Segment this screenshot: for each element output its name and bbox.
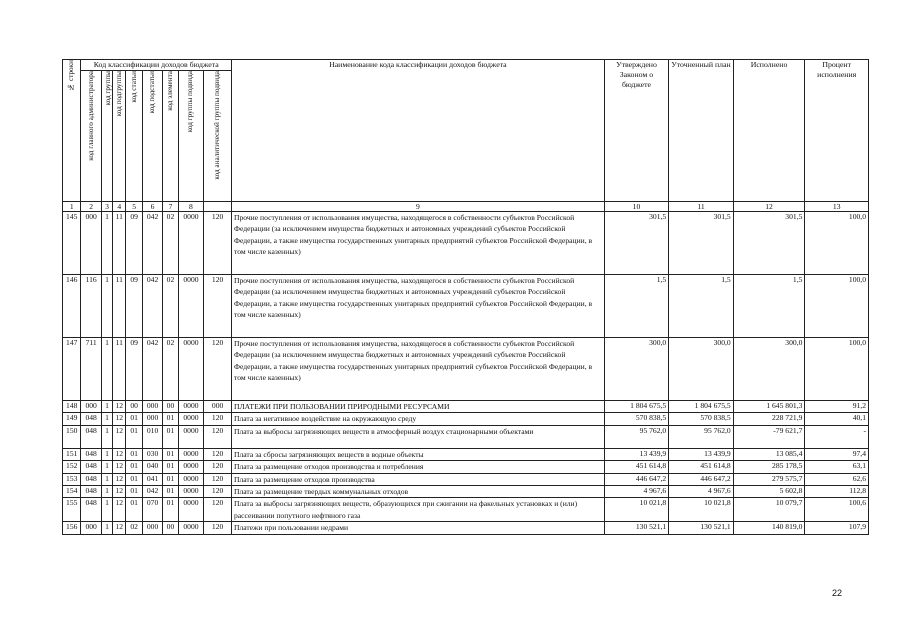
plan-amount: 301,5 bbox=[669, 212, 734, 275]
plan-amount: 10 021,8 bbox=[669, 498, 734, 522]
subtype-code: 0000 bbox=[178, 401, 204, 413]
table-row bbox=[63, 486, 869, 498]
column-number: 3 bbox=[101, 202, 112, 212]
header-approved: Утверждено Законом о бюджете bbox=[604, 60, 669, 202]
header-code-subtype-group: код группы подвида bbox=[178, 71, 204, 202]
table-row bbox=[63, 473, 869, 485]
column-number: 2 bbox=[81, 202, 101, 212]
executed-amount: 5 602,8 bbox=[733, 486, 805, 498]
plan-amount: 300,0 bbox=[669, 338, 734, 401]
income-name: Прочие поступления от использования имущества, находящегося в собственности субъектов Российской Федерации (за исключением имущества бюджетных и автономных учреждений субъектов Российской Федерации, а также имущества государственных унитарных предприятий субъектов Российской Федерации, в том числе казенных) bbox=[231, 275, 604, 338]
table-row bbox=[63, 461, 869, 473]
column-number: 5 bbox=[126, 202, 142, 212]
header-code-article: код статьи bbox=[126, 71, 142, 202]
analytic-code: 120 bbox=[204, 212, 232, 275]
income-name: Плата за размещение твердых коммунальных отходов bbox=[231, 486, 604, 498]
table-row bbox=[63, 522, 869, 534]
subgroup-code: 11 bbox=[113, 212, 126, 275]
element-code: 01 bbox=[163, 473, 178, 485]
percent-executed: 100,0 bbox=[805, 212, 869, 275]
article-code: 09 bbox=[126, 212, 142, 275]
row-number: 150 bbox=[63, 425, 81, 448]
element-code: 01 bbox=[163, 498, 178, 522]
article-code: 01 bbox=[126, 448, 142, 460]
subarticle-code: 042 bbox=[142, 275, 162, 338]
admin-code: 048 bbox=[81, 448, 101, 460]
column-number: 13 bbox=[805, 202, 869, 212]
row-number: 147 bbox=[63, 338, 81, 401]
percent-executed: 112,8 bbox=[805, 486, 869, 498]
header-code-subarticle: код подстатьи bbox=[142, 71, 162, 202]
table-row bbox=[63, 401, 869, 413]
admin-code: 711 bbox=[81, 338, 101, 401]
subtype-code: 0000 bbox=[178, 275, 204, 338]
subtype-code: 0000 bbox=[178, 425, 204, 448]
approved-amount: 300,0 bbox=[604, 338, 669, 401]
table-row bbox=[63, 498, 869, 522]
admin-code: 048 bbox=[81, 473, 101, 485]
table-row bbox=[63, 275, 869, 338]
subarticle-code: 070 bbox=[142, 498, 162, 522]
column-number: 9 bbox=[231, 202, 604, 212]
plan-amount: 4 967,6 bbox=[669, 486, 734, 498]
subgroup-code: 12 bbox=[113, 413, 126, 425]
executed-amount: 228 721,9 bbox=[733, 413, 805, 425]
group-code: 1 bbox=[101, 473, 112, 485]
admin-code: 000 bbox=[81, 401, 101, 413]
analytic-code: 120 bbox=[204, 425, 232, 448]
percent-executed: 63,1 bbox=[805, 461, 869, 473]
article-code: 01 bbox=[126, 425, 142, 448]
approved-amount: 10 021,8 bbox=[604, 498, 669, 522]
executed-amount: 279 575,7 bbox=[733, 473, 805, 485]
budget-income-table bbox=[62, 59, 869, 535]
element-code: 01 bbox=[163, 413, 178, 425]
income-name: Плата за размещение отходов производства и потребления bbox=[231, 461, 604, 473]
subarticle-code: 041 bbox=[142, 473, 162, 485]
subarticle-code: 010 bbox=[142, 425, 162, 448]
subgroup-code: 12 bbox=[113, 461, 126, 473]
group-code: 1 bbox=[101, 338, 112, 401]
table-row bbox=[63, 448, 869, 460]
income-name: Платежи при пользовании недрами bbox=[231, 522, 604, 534]
subtype-code: 0000 bbox=[178, 486, 204, 498]
group-code: 1 bbox=[101, 212, 112, 275]
row-number: 146 bbox=[63, 275, 81, 338]
admin-code: 116 bbox=[81, 275, 101, 338]
article-code: 09 bbox=[126, 275, 142, 338]
approved-amount: 451 614,8 bbox=[604, 461, 669, 473]
subarticle-code: 042 bbox=[142, 486, 162, 498]
executed-amount: -79 621,7 bbox=[733, 425, 805, 448]
subarticle-code: 000 bbox=[142, 522, 162, 534]
admin-code: 048 bbox=[81, 425, 101, 448]
income-name: Прочие поступления от использования имущества, находящегося в собственности субъектов Российской Федерации (за исключением имущества бюджетных и автономных учреждений субъектов Российской Федерации, а также имущества государственных унитарных предприятий субъектов Российской Федерации, в том числе казенных) bbox=[231, 212, 604, 275]
header-executed: Исполнено bbox=[733, 60, 805, 202]
element-code: 00 bbox=[163, 522, 178, 534]
percent-executed: 40,1 bbox=[805, 413, 869, 425]
table-row bbox=[63, 413, 869, 425]
approved-amount: 13 439,9 bbox=[604, 448, 669, 460]
group-code: 1 bbox=[101, 486, 112, 498]
approved-amount: 4 967,6 bbox=[604, 486, 669, 498]
table-row bbox=[63, 212, 869, 275]
row-number: 148 bbox=[63, 401, 81, 413]
analytic-code: 120 bbox=[204, 413, 232, 425]
element-code: 01 bbox=[163, 461, 178, 473]
admin-code: 048 bbox=[81, 498, 101, 522]
analytic-code: 120 bbox=[204, 486, 232, 498]
group-code: 1 bbox=[101, 425, 112, 448]
plan-amount: 95 762,0 bbox=[669, 425, 734, 448]
header-percent: Процент исполнения bbox=[805, 60, 869, 202]
header-code-subgroup: код подгруппы bbox=[113, 71, 126, 202]
group-code: 1 bbox=[101, 461, 112, 473]
approved-amount: 130 521,1 bbox=[604, 522, 669, 534]
subtype-code: 0000 bbox=[178, 473, 204, 485]
column-number: 1 bbox=[63, 202, 81, 212]
executed-amount: 13 085,4 bbox=[733, 448, 805, 460]
column-number: 12 bbox=[733, 202, 805, 212]
group-code: 1 bbox=[101, 275, 112, 338]
admin-code: 000 bbox=[81, 522, 101, 534]
article-code: 01 bbox=[126, 486, 142, 498]
row-number: 155 bbox=[63, 498, 81, 522]
subarticle-code: 042 bbox=[142, 338, 162, 401]
approved-amount: 95 762,0 bbox=[604, 425, 669, 448]
header-code-group: код группы bbox=[101, 71, 112, 202]
subgroup-code: 11 bbox=[113, 275, 126, 338]
subgroup-code: 12 bbox=[113, 522, 126, 534]
subarticle-code: 030 bbox=[142, 448, 162, 460]
income-name: Плата за размещение отходов производства bbox=[231, 473, 604, 485]
approved-amount: 446 647,2 bbox=[604, 473, 669, 485]
header-classification-group: Код классификации доходов бюджета bbox=[81, 60, 232, 71]
admin-code: 000 bbox=[81, 212, 101, 275]
subgroup-code: 12 bbox=[113, 486, 126, 498]
article-code: 01 bbox=[126, 473, 142, 485]
subtype-code: 0000 bbox=[178, 498, 204, 522]
page-number: 22 bbox=[832, 588, 843, 598]
subgroup-code: 12 bbox=[113, 448, 126, 460]
analytic-code: 000 bbox=[204, 401, 232, 413]
income-name: Плата за негативное воздействие на окружающую среду bbox=[231, 413, 604, 425]
article-code: 00 bbox=[126, 401, 142, 413]
column-number bbox=[204, 202, 232, 212]
header-code-admin: код главного администратора bbox=[81, 71, 101, 202]
analytic-code: 120 bbox=[204, 473, 232, 485]
row-number: 149 bbox=[63, 413, 81, 425]
approved-amount: 1 804 675,5 bbox=[604, 401, 669, 413]
income-name: Плата за выбросы загрязняющих веществ, образующихся при сжигании на факельных установках и (или) рассеивании попутного нефтяного газа bbox=[231, 498, 604, 522]
group-code: 1 bbox=[101, 448, 112, 460]
article-code: 02 bbox=[126, 522, 142, 534]
row-number: 152 bbox=[63, 461, 81, 473]
row-number: 151 bbox=[63, 448, 81, 460]
subgroup-code: 12 bbox=[113, 498, 126, 522]
row-number: 156 bbox=[63, 522, 81, 534]
admin-code: 048 bbox=[81, 486, 101, 498]
column-number: 7 bbox=[163, 202, 178, 212]
plan-amount: 13 439,9 bbox=[669, 448, 734, 460]
plan-amount: 451 614,8 bbox=[669, 461, 734, 473]
header-name: Наименование кода классификации доходов бюджета bbox=[231, 60, 604, 202]
element-code: 01 bbox=[163, 425, 178, 448]
plan-amount: 446 647,2 bbox=[669, 473, 734, 485]
article-code: 01 bbox=[126, 413, 142, 425]
executed-amount: 1,5 bbox=[733, 275, 805, 338]
column-number-row bbox=[63, 202, 869, 212]
analytic-code: 120 bbox=[204, 448, 232, 460]
element-code: 01 bbox=[163, 486, 178, 498]
analytic-code: 120 bbox=[204, 522, 232, 534]
column-number: 11 bbox=[669, 202, 734, 212]
analytic-code: 120 bbox=[204, 338, 232, 401]
income-name: ПЛАТЕЖИ ПРИ ПОЛЬЗОВАНИИ ПРИРОДНЫМИ РЕСУРСАМИ bbox=[231, 401, 604, 413]
admin-code: 048 bbox=[81, 413, 101, 425]
header-code-element: код элемента bbox=[163, 71, 178, 202]
income-name: Плата за выбросы загрязняющих веществ в атмосферный воздух стационарными объектами bbox=[231, 425, 604, 448]
percent-executed: 91,2 bbox=[805, 401, 869, 413]
group-code: 1 bbox=[101, 413, 112, 425]
executed-amount: 300,0 bbox=[733, 338, 805, 401]
percent-executed: 62,6 bbox=[805, 473, 869, 485]
element-code: 02 bbox=[163, 275, 178, 338]
subarticle-code: 000 bbox=[142, 401, 162, 413]
column-number: 4 bbox=[113, 202, 126, 212]
approved-amount: 301,5 bbox=[604, 212, 669, 275]
column-number: 6 bbox=[142, 202, 162, 212]
subtype-code: 0000 bbox=[178, 413, 204, 425]
subarticle-code: 000 bbox=[142, 413, 162, 425]
admin-code: 048 bbox=[81, 461, 101, 473]
plan-amount: 1 804 675,5 bbox=[669, 401, 734, 413]
plan-amount: 570 838,5 bbox=[669, 413, 734, 425]
element-code: 02 bbox=[163, 338, 178, 401]
percent-executed: 97,4 bbox=[805, 448, 869, 460]
executed-amount: 140 819,0 bbox=[733, 522, 805, 534]
subtype-code: 0000 bbox=[178, 338, 204, 401]
percent-executed: - bbox=[805, 425, 869, 448]
subtype-code: 0000 bbox=[178, 522, 204, 534]
plan-amount: 130 521,1 bbox=[669, 522, 734, 534]
analytic-code: 120 bbox=[204, 498, 232, 522]
percent-executed: 100,0 bbox=[805, 338, 869, 401]
column-number: 10 bbox=[604, 202, 669, 212]
header-updated-plan: Уточненный план bbox=[669, 60, 734, 202]
header-row-number: № строки bbox=[63, 60, 81, 202]
income-name: Прочие поступления от использования имущества, находящегося в собственности субъектов Российской Федерации (за исключением имущества бюджетных и автономных учреждений субъектов Российской Федерации, а также имущества государственных унитарных предприятий субъектов Российской Федерации, в том числе казенных) bbox=[231, 338, 604, 401]
subtype-code: 0000 bbox=[178, 212, 204, 275]
element-code: 02 bbox=[163, 212, 178, 275]
element-code: 01 bbox=[163, 448, 178, 460]
table-row bbox=[63, 425, 869, 448]
header-code-analytic-group: код аналитической группы подвида bbox=[204, 71, 232, 202]
row-number: 153 bbox=[63, 473, 81, 485]
row-number: 145 bbox=[63, 212, 81, 275]
group-code: 1 bbox=[101, 401, 112, 413]
element-code: 00 bbox=[163, 401, 178, 413]
subgroup-code: 12 bbox=[113, 425, 126, 448]
article-code: 01 bbox=[126, 461, 142, 473]
group-code: 1 bbox=[101, 522, 112, 534]
subtype-code: 0000 bbox=[178, 448, 204, 460]
subgroup-code: 12 bbox=[113, 401, 126, 413]
approved-amount: 570 838,5 bbox=[604, 413, 669, 425]
table-row bbox=[63, 338, 869, 401]
subarticle-code: 042 bbox=[142, 212, 162, 275]
analytic-code: 120 bbox=[204, 461, 232, 473]
approved-amount: 1,5 bbox=[604, 275, 669, 338]
income-name: Плата за сбросы загрязняющих веществ в водные объекты bbox=[231, 448, 604, 460]
article-code: 09 bbox=[126, 338, 142, 401]
article-code: 01 bbox=[126, 498, 142, 522]
subgroup-code: 11 bbox=[113, 338, 126, 401]
subtype-code: 0000 bbox=[178, 461, 204, 473]
table-body bbox=[63, 212, 869, 535]
executed-amount: 301,5 bbox=[733, 212, 805, 275]
subgroup-code: 12 bbox=[113, 473, 126, 485]
executed-amount: 1 645 801,3 bbox=[733, 401, 805, 413]
analytic-code: 120 bbox=[204, 275, 232, 338]
column-number: 8 bbox=[178, 202, 204, 212]
percent-executed: 100,6 bbox=[805, 498, 869, 522]
executed-amount: 285 178,5 bbox=[733, 461, 805, 473]
executed-amount: 10 079,7 bbox=[733, 498, 805, 522]
percent-executed: 107,9 bbox=[805, 522, 869, 534]
subarticle-code: 040 bbox=[142, 461, 162, 473]
row-number: 154 bbox=[63, 486, 81, 498]
percent-executed: 100,0 bbox=[805, 275, 869, 338]
plan-amount: 1,5 bbox=[669, 275, 734, 338]
group-code: 1 bbox=[101, 498, 112, 522]
